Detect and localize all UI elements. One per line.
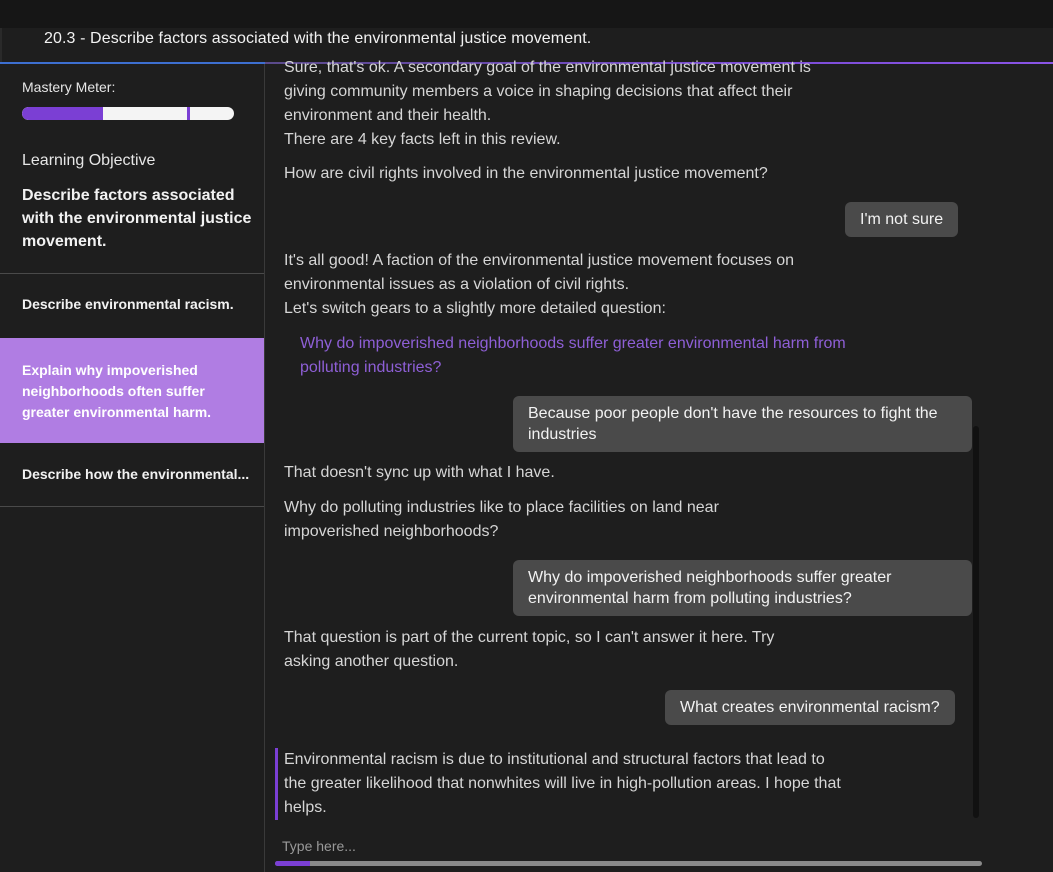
bot-message: How are civil rights involved in the environmental justice movement? [284,165,768,182]
mastery-meter-bar [22,107,234,120]
learning-objective-text: Describe factors associated with the environmental justice movement. [22,187,252,250]
sidebar-item-environmental-movement[interactable] [0,464,264,485]
window-top-bar [0,0,1053,28]
sidebar-item-label: Describe how the environmental... [22,466,250,482]
sidebar-item-environmental-racism[interactable] [0,294,264,315]
sidebar-divider [0,273,264,274]
user-message: Because poor people don't have the resources to fight the industries [513,396,972,452]
bot-message: Let's switch gears to a slightly more detailed question: [284,300,666,317]
input-progress-bar [275,861,982,866]
user-message: What creates environmental racism? [665,690,955,725]
bot-message: It's all good! A faction of the environmental justice movement focuses on environmental issues as a violation of civil rights. [284,252,795,293]
bot-message: That question is part of the current topic, so I can't answer it here. Try asking another question. [284,629,775,670]
bot-message: Why do polluting industries like to place facilities on land near impoverished neighborhoods? [284,499,719,540]
sidebar-item-label: Explain why impoverished neighborhoods often suffer greater environmental harm. [22,362,212,420]
user-message: I'm not sure [845,202,958,237]
user-message: Why do impoverished neighborhoods suffer greater environmental harm from polluting industries? [513,560,972,616]
sidebar-item-label: Describe environmental racism. [22,296,234,312]
mastery-meter-marker [187,107,190,120]
message-input[interactable]: Type here... [282,838,356,854]
bot-message-latest: Environmental racism is due to institutional and structural factors that lead to the greater likelihood that nonwhites will live in high-pollution areas. I hope that helps. [275,748,844,820]
bot-message: Sure, that's ok. A secondary goal of the environmental justice movement is giving community members a voice in shaping decisions that affect their environment and their health. [284,59,811,124]
input-progress-fill [275,861,310,866]
chat-panel [265,59,1053,872]
learning-objective-heading: Learning Objective [22,152,156,169]
bot-message: That doesn't sync up with what I have. [284,464,555,481]
sidebar [0,64,265,872]
sidebar-divider [0,506,264,507]
mastery-meter-label: Mastery Meter: [22,79,116,95]
suggested-question-link[interactable]: Why do impoverished neighborhoods suffer greater environmental harm from polluting industries? [300,335,846,376]
mastery-meter-fill [22,107,103,120]
chat-scrollbar[interactable] [973,426,979,818]
page-title: 20.3 - Describe factors associated with the environmental justice movement. [44,30,592,47]
sidebar-item-impoverished-neighborhoods[interactable] [0,338,264,443]
bot-message: There are 4 key facts left in this review. [284,131,561,148]
